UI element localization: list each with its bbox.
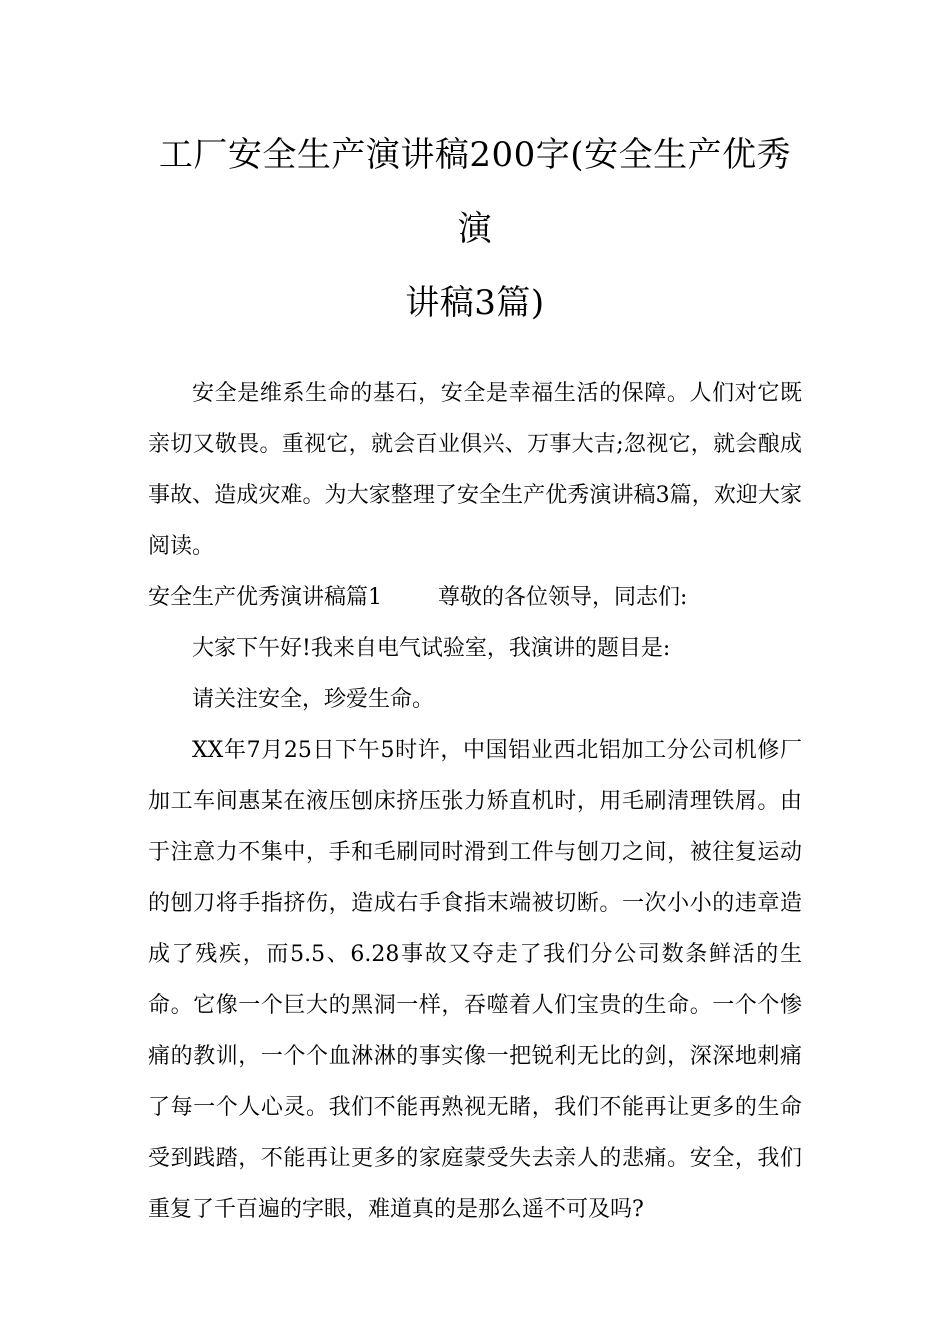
body-paragraph: XX年7月25日下午5时许，中国铝业西北铝加工分公司机修厂加工车间惠某在液压刨床挤压张力矫直机时，用毛刷清理铁屑。由于注意力不集中，手和毛刷同时滑到工件与刨刀之间，被往复运动的刨刀将手指挤伤，造成右手食指末端被切断。一次小小的违章造成了残疾，而5.5、6.28事故又夺走了我们分公司数条鲜活的生命。它像一个巨大的黑洞一样，吞噬着人们宝贵的生命。一个个惨痛的教训，一个个血淋淋的事实像一把锐利无比的剑，深深地刺痛了每一个人心灵。我们不能再熟视无睹，我们不能再让更多的生命受到践踏，不能再让更多的家庭蒙受失去亲人的悲痛。安全，我们重复了千百遍的字眼，难道真的是那么遥不可及吗?: [148, 738, 802, 1222]
document-body: [148, 368, 802, 1235]
section-heading: 安全生产优秀演讲稿篇1: [148, 585, 382, 610]
intro-paragraph: 安全是维系生命的基石，安全是幸福生活的保障。人们对它既亲切又敬畏。重视它，就会百业俱兴、万事大吉;忽视它，就会酿成事故、造成灾难。为大家整理了安全生产优秀演讲稿3篇，欢迎大家阅读。: [148, 381, 802, 559]
title-line-2: 讲稿3篇): [405, 283, 545, 323]
salutation: 尊敬的各位领导，同志们:: [437, 585, 688, 610]
title-line-1: 工厂安全生产演讲稿200字(安全生产优秀演: [158, 135, 792, 249]
greeting-paragraph: 大家下午好!我来自电气试验室，我演讲的题目是:: [192, 636, 671, 661]
document-title: [148, 0, 802, 340]
section-heading-line: [148, 572, 802, 623]
topic-paragraph: 请关注安全，珍爱生命。: [192, 687, 435, 712]
